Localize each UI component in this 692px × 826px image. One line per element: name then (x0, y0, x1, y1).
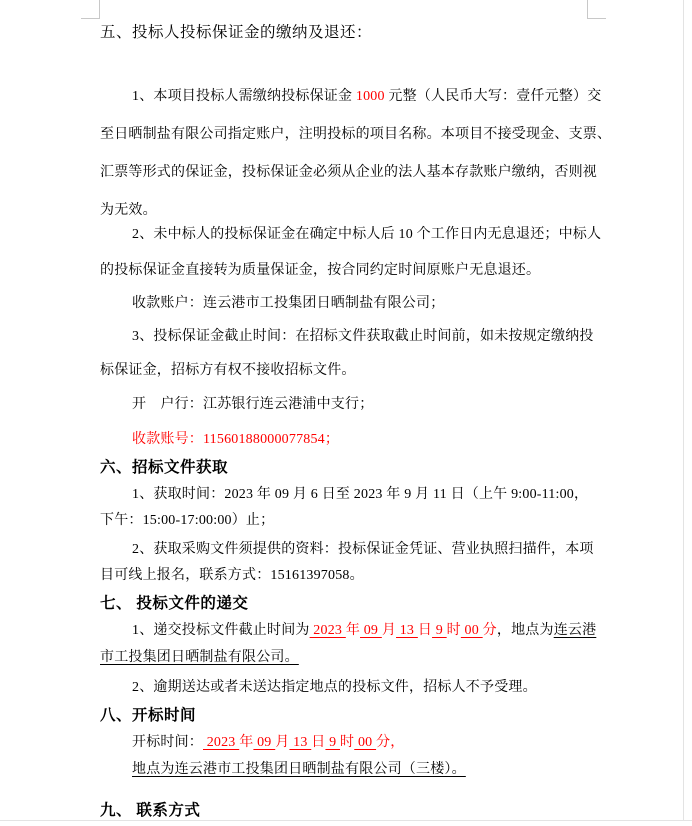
opening-time-line-segment: ， (390, 735, 405, 750)
crop-mark-top-right-horizontal (587, 18, 606, 19)
payee-account-number-line-segment: 收款账号：11560188000077854； (132, 432, 340, 447)
submission-deadline-line-1-segment: 09 (360, 623, 382, 638)
submission-deadline-line-1-segment: 13 (396, 623, 418, 638)
submission-deadline-line-1-segment: 连云港 (553, 623, 597, 638)
deposit-amount-line-segment: 1、本项目投标人需缴纳投标保证金 (132, 89, 356, 104)
payee-account-name-line (132, 294, 444, 313)
obtain-time-line-1 (132, 485, 588, 504)
obtain-materials-line-1 (132, 540, 594, 559)
section-6-heading-segment: 六、招标文件获取 (100, 459, 229, 476)
obtain-time-line-2-segment: 下午：15:00-17:00:00）止； (100, 513, 275, 528)
opening-time-line-segment: 00 (354, 735, 377, 750)
deadline-paragraph-line-1-segment: 3、投标保证金截止时间：在招标文件获取截止时间前，如未按规定缴纳投 (132, 329, 594, 344)
obtain-materials-line-2 (100, 566, 364, 585)
payee-account-name-line-segment: 收款账户：连云港市工投集团日晒制盐有限公司； (132, 296, 445, 311)
opening-time-line-segment: 年 (239, 735, 254, 750)
submission-deadline-line-1-segment: 00 (460, 623, 483, 638)
crop-mark-top-left-horizontal (81, 18, 100, 19)
deposit-paragraph-line-2-segment: 至日晒制盐有限公司指定账户，注明投标的项目名称。本项目不接受现金、支票、 (100, 127, 612, 142)
bank-line-segment: 开 户行：江苏银行连云港浦中支行； (132, 397, 374, 412)
section-9-heading (100, 801, 200, 820)
deposit-paragraph-line-3-segment: 汇票等形式的保证金，投标保证金必须从企业的法人基本存款账户缴纳，否则视 (100, 165, 597, 180)
refund-paragraph-line-2 (100, 261, 540, 280)
deadline-paragraph-line-2-segment: 标保证金，招标方有权不接收招标文件。 (100, 363, 356, 378)
section-5-heading-segment: 五、投标人投标保证金的缴纳及退还： (100, 24, 373, 41)
section-5-heading (100, 23, 372, 42)
opening-time-line-segment: 13 (289, 735, 312, 750)
late-submission-line (132, 678, 537, 697)
opening-time-line-segment: 9 (325, 735, 341, 750)
submission-deadline-line-1-segment: 分 (482, 623, 497, 638)
page-bottom-edge-line (0, 820, 692, 821)
deposit-paragraph-line-2 (100, 125, 611, 144)
submission-deadline-line-1-segment: 2023 (309, 623, 346, 638)
submission-deadline-line-1-segment: ，地点为 (496, 623, 554, 638)
submission-deadline-line-1 (132, 621, 596, 640)
submission-deadline-line-1-segment: 9 (432, 623, 447, 638)
deposit-amount-line-segment: 元整（人民币大写：壹仟元整）交 (384, 89, 602, 104)
section-9-heading-segment: 九、 联系方式 (100, 802, 201, 819)
opening-time-line-segment: 2023 (203, 735, 240, 750)
obtain-time-line-2 (100, 511, 274, 530)
deadline-paragraph-line-2 (100, 361, 356, 380)
refund-paragraph-line-1 (132, 225, 601, 244)
opening-time-line-segment: 日 (311, 735, 326, 750)
bank-line (132, 395, 373, 414)
opening-time-line-segment: 时 (340, 735, 355, 750)
submission-deadline-line-2-segment: 市工投集团日晒制盐有限公司。 (100, 650, 299, 665)
deposit-paragraph-line-3 (100, 163, 597, 182)
opening-time-line (132, 733, 404, 752)
refund-paragraph-line-2-segment: 的投标保证金直接转为质量保证金，按合同约定时间原账户无息退还。 (100, 263, 541, 278)
submission-deadline-line-1-segment: 日 (417, 623, 433, 638)
opening-time-line-segment: 分 (376, 735, 391, 750)
refund-paragraph-line-1-segment: 2、未中标人的投标保证金在确定中标人后 10 个工作日内无息退还；中标人 (132, 227, 602, 242)
submission-deadline-line-1-segment: 月 (381, 623, 397, 638)
opening-time-line-segment: 月 (275, 735, 290, 750)
deposit-amount-line (132, 87, 601, 106)
section-8-heading-segment: 八、开标时间 (100, 707, 197, 724)
crop-mark-top-right-vertical (587, 0, 588, 19)
payee-account-number-line (132, 430, 339, 449)
opening-time-line-segment: 09 (253, 735, 276, 750)
deadline-paragraph-line-1 (132, 327, 594, 346)
deposit-paragraph-line-4 (100, 201, 157, 220)
submission-deadline-line-1-segment: 年 (345, 623, 361, 638)
opening-place-line (132, 760, 466, 779)
section-7-heading-segment: 七、 投标文件的递交 (100, 595, 249, 612)
page-right-edge-line (683, 0, 684, 821)
late-submission-line-segment: 2、逾期送达或者未送达指定地点的投标文件，招标人不予受理。 (132, 680, 537, 695)
section-7-heading (100, 594, 248, 613)
section-8-heading (100, 706, 196, 725)
obtain-materials-line-1-segment: 2、获取采购文件须提供的资料：投标保证金凭证、营业执照扫描件，本项 (132, 542, 594, 557)
obtain-materials-line-2-segment: 目可线上报名，联系方式：15161397058。 (100, 568, 364, 583)
section-6-heading (100, 458, 228, 477)
deposit-amount-line-segment: 1000 (355, 89, 385, 104)
opening-time-line-segment: 开标时间： (132, 735, 203, 750)
submission-deadline-line-1-segment: 1、递交投标文件截止时间为 (132, 623, 310, 638)
deposit-paragraph-line-4-segment: 为无效。 (100, 203, 157, 218)
opening-place-line-segment: 地点为连云港市工投集团日晒制盐有限公司（三楼）。 (132, 762, 466, 777)
submission-deadline-line-1-segment: 时 (446, 623, 461, 638)
submission-deadline-line-2 (100, 648, 299, 667)
crop-mark-top-left-vertical (99, 0, 100, 19)
obtain-time-line-1-segment: 1、获取时间：2023 年 09 月 6 日至 2023 年 9 月 11 日（上午 9:00-11:00， (132, 487, 589, 502)
